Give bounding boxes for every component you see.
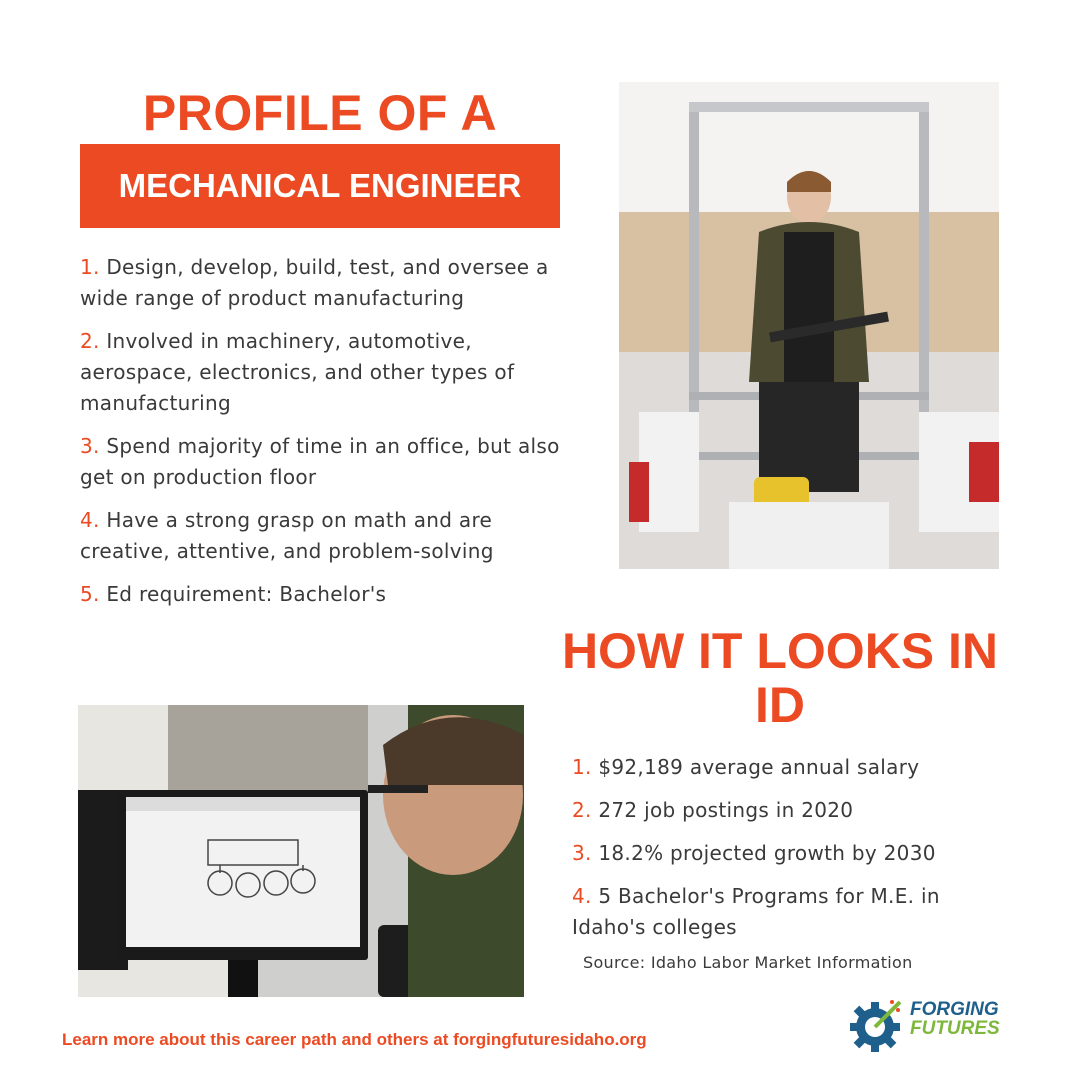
forging-futures-logo (848, 996, 1008, 1056)
title-banner: MECHANICAL ENGINEER (80, 144, 560, 228)
gear-icon (848, 996, 906, 1054)
source-note: Source: Idaho Labor Market Information (583, 953, 913, 972)
list-item: 5. Ed requirement: Bachelor's (80, 582, 387, 606)
footer-cta-link[interactable]: Learn more about this career path and others at forgingfuturesidaho.org (62, 1030, 647, 1049)
list-item: 4. Have a strong grasp on math and are creative, attentive, and problem-solving (80, 508, 494, 563)
list-item: 1. $92,189 average annual salary (572, 755, 920, 779)
page-title: PROFILE OF A (142, 85, 498, 141)
list-item: 3. 18.2% projected growth by 2030 (572, 841, 936, 865)
list-item: 1. Design, develop, build, test, and oversee a wide range of product manufacturing (80, 255, 549, 310)
section-title: HOW IT LOOKS IN ID (561, 623, 999, 733)
duties-list (80, 252, 560, 622)
list-item: 2. Involved in machinery, automotive, aerospace, electronics, and other types of manufacturing (80, 329, 515, 415)
logo-text-forging: FORGING (910, 999, 999, 1020)
logo-text-futures: FUTURES (910, 1018, 1000, 1039)
list-item: 4. 5 Bachelor's Programs for M.E. in Idaho's colleges (572, 884, 940, 939)
engineer-lab-photo (619, 82, 999, 569)
stats-list (572, 752, 1002, 955)
cad-workstation-photo (78, 705, 524, 997)
list-item: 2. 272 job postings in 2020 (572, 798, 854, 822)
list-item: 3. Spend majority of time in an office, but also get on production floor (80, 434, 560, 489)
